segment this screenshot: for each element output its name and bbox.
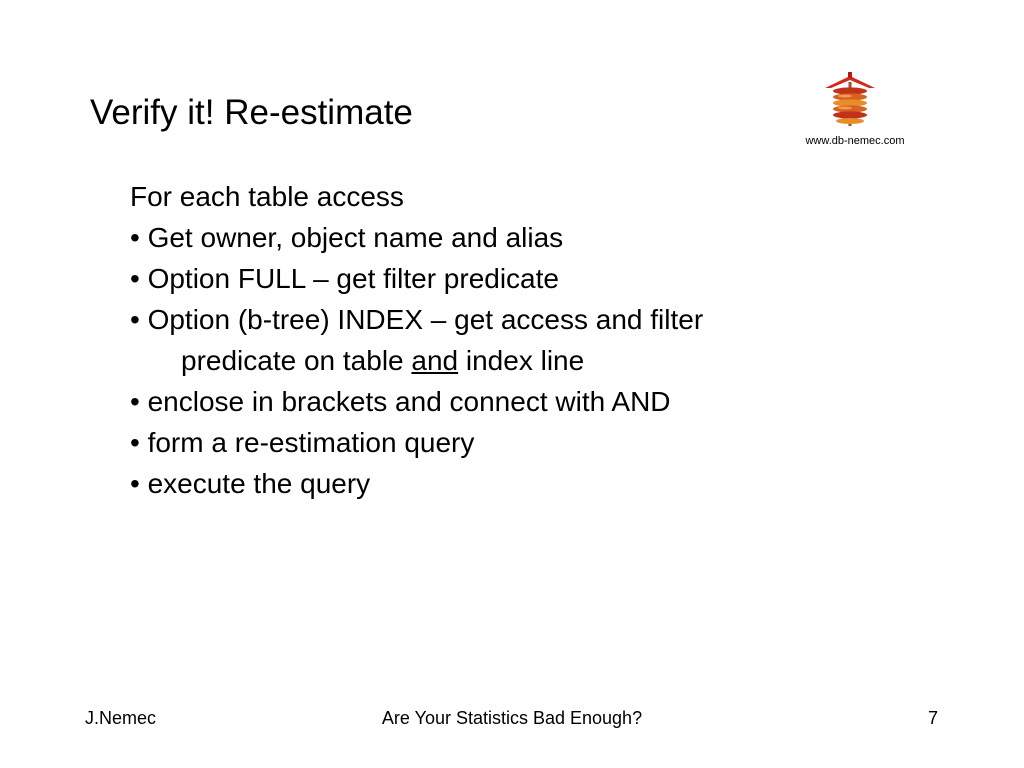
bullet-item: • enclose in brackets and connect with AND (130, 386, 671, 417)
bullet-item: • execute the query (130, 468, 371, 499)
footer-page-number: 7 (927, 708, 938, 728)
slide-body (130, 176, 703, 504)
continuation-text: index line (458, 345, 585, 376)
bullet-continuation (130, 340, 703, 381)
bullet-item: • Option FULL – get filter predicate (130, 263, 559, 294)
stacked-discs-logo-icon (820, 72, 880, 128)
site-url: www.db-nemec.com (805, 135, 905, 147)
underlined-word: and (411, 345, 459, 376)
footer-talk-title: Are Your Statistics Bad Enough? (381, 708, 643, 728)
intro-line: For each table access (130, 181, 404, 212)
continuation-text: predicate on table (181, 345, 412, 376)
footer-author: J.Nemec (85, 708, 157, 728)
slide-title: Verify it! Re-estimate (90, 93, 413, 132)
bullet-item: • form a re-estimation query (130, 427, 475, 458)
bullet-item: • Option (b-tree) INDEX – get access and filter (130, 304, 704, 335)
bullet-item: • Get owner, object name and alias (130, 222, 564, 253)
